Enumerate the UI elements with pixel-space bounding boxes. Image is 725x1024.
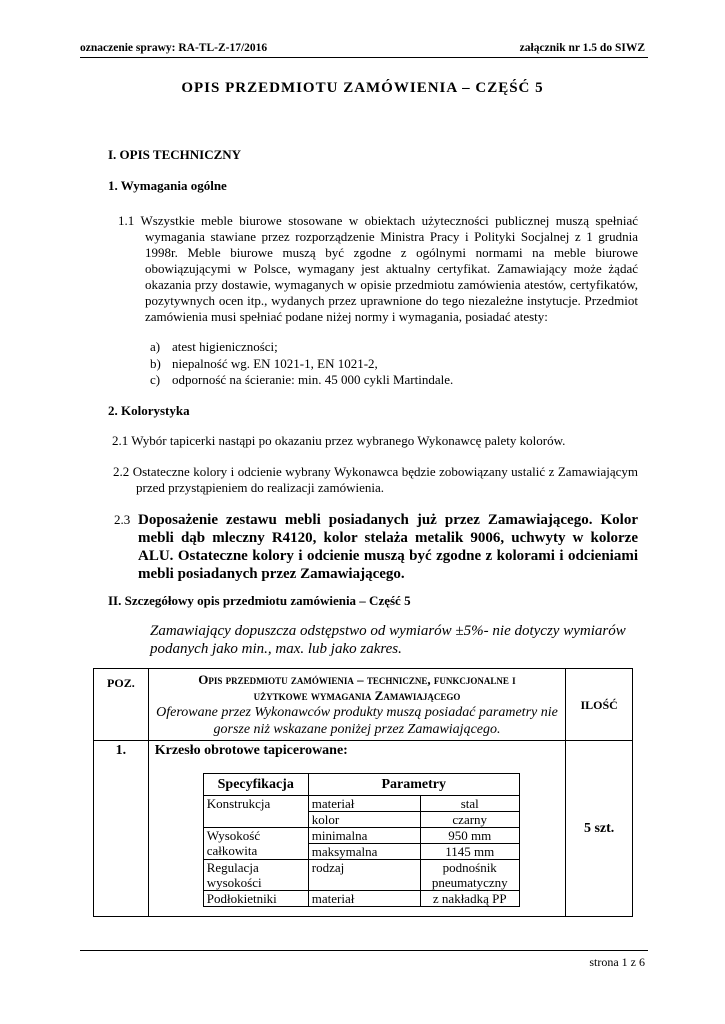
header-rule — [80, 57, 648, 58]
row-quantity: 5 szt. — [566, 741, 633, 917]
list-item: b) niepalność wg. EN 1021-1, EN 1021-2, — [150, 355, 378, 371]
list-item: a) atest higieniczności; — [150, 339, 278, 354]
tolerance-note: Zamawiający dopuszcza odstępstwo od wymiarów ±5%- nie dotyczy wymiarów podanych jako min., max. lub jako zakres. — [150, 623, 626, 657]
header-case-number: oznaczenie sprawy: RA-TL-Z-17/2016 — [80, 42, 268, 54]
header-poz: POZ. — [94, 669, 149, 741]
paragraph-1-1: 1.1 Wszystkie meble biurowe stosowane w obiektach użyteczności publicznej muszą spełniać wymagania stawiane przez rozporządzenie Ministra Pracy i Polityki Socjalnej z 1 grudnia 1998r. Meble biurowe muszą być zgodne z ogólnymi normami na meble biurowe obowiązującymi w Polsce, wymagany jest aktualny certyfikat. Zamawiający może żądać okazania przy dostawie, wymaganych w opisie przedmiotu zamówienia atestów, certyfikatów, pozytywnych ocen itp., wydanych przez uprawnione do tego niezależne instytucje. Przedmiot zamówienia musi spełniać podane niżej normy i wymagania, posiadać atesty: — [118, 213, 638, 324]
param-header: Parametry — [308, 774, 519, 796]
spec-row: kolor czarny — [203, 812, 519, 828]
item-name: Krzesło obrotowe tapicerowane: — [154, 743, 348, 758]
row-poz: 1. — [94, 741, 149, 917]
section-1-heading: I. OPIS TECHNICZNY — [108, 147, 242, 162]
spec-table — [203, 773, 520, 907]
spec-header: Specyfikacja — [203, 774, 308, 796]
header-attachment: załącznik nr 1.5 do SIWZ — [519, 42, 645, 54]
table-row — [94, 741, 633, 917]
paragraph-2-3 — [114, 511, 638, 583]
row-description — [148, 741, 566, 917]
paragraph-2-2: 2.2 Ostateczne kolory i odcienie wybrany Wykonawca będzie zobowiązany ustalić z Zamawiającym przed przystąpieniem do realizacji zamówienia. — [113, 464, 638, 495]
spec-row: Regulacja wysokości rodzaj podnośnik pneumatyczny — [203, 860, 519, 891]
paragraph-2-1: 2.1 Wybór tapicerki nastąpi po okazaniu przez wybranego Wykonawcę palety kolorów. — [112, 433, 566, 448]
spec-row: Wysokość całkowita minimalna 950 mm — [203, 828, 519, 844]
section-2-heading: II. Szczegółowy opis przedmiotu zamówienia – Część 5 — [108, 593, 411, 608]
spec-row: Podłokietniki materiał z nakładką PP — [203, 891, 519, 907]
paragraph-2-3-number: 2.3 — [114, 512, 131, 527]
header-quantity: ILOŚĆ — [566, 669, 633, 741]
requirements-table — [93, 668, 633, 917]
spec-row: Konstrukcja materiał stal — [203, 796, 519, 812]
page-number: strona 1 z 6 — [589, 955, 645, 969]
subsection-2-heading: 2. Kolorystyka — [108, 403, 190, 418]
attestation-list — [150, 339, 453, 389]
footer-rule — [80, 950, 648, 951]
header-description: Opis przedmiotu zamówienia – techniczne, funkcjonalne i użytkowe wymagania Zamawiającego Oferowane przez Wykonawców produkty muszą posiadać parametry nie gorsze niż wskazane poniżej przez Zamawiającego. — [148, 669, 566, 741]
table-header-row — [94, 669, 633, 741]
list-item: c) odporność na ścieranie: min. 45 000 cykli Martindale. — [150, 372, 454, 387]
paragraph-2-3-text: Doposażenie zestawu mebli posiadanych już przez Zamawiającego. Kolor mebli dąb mleczny R4120, kolor stelaża metalik 9006, uchwyty w kolorze ALU. Ostateczne kolory i odcienie muszą być zgodne z kolorami i odcieniami mebli posiadanych przez Zamawiającego. — [138, 512, 638, 582]
page-title: OPIS PRZEDMIOTU ZAMÓWIENIA – CZĘŚĆ 5 — [181, 80, 544, 96]
spec-row: maksymalna 1145 mm — [203, 844, 519, 860]
subsection-1-heading: 1. Wymagania ogólne — [108, 178, 227, 193]
